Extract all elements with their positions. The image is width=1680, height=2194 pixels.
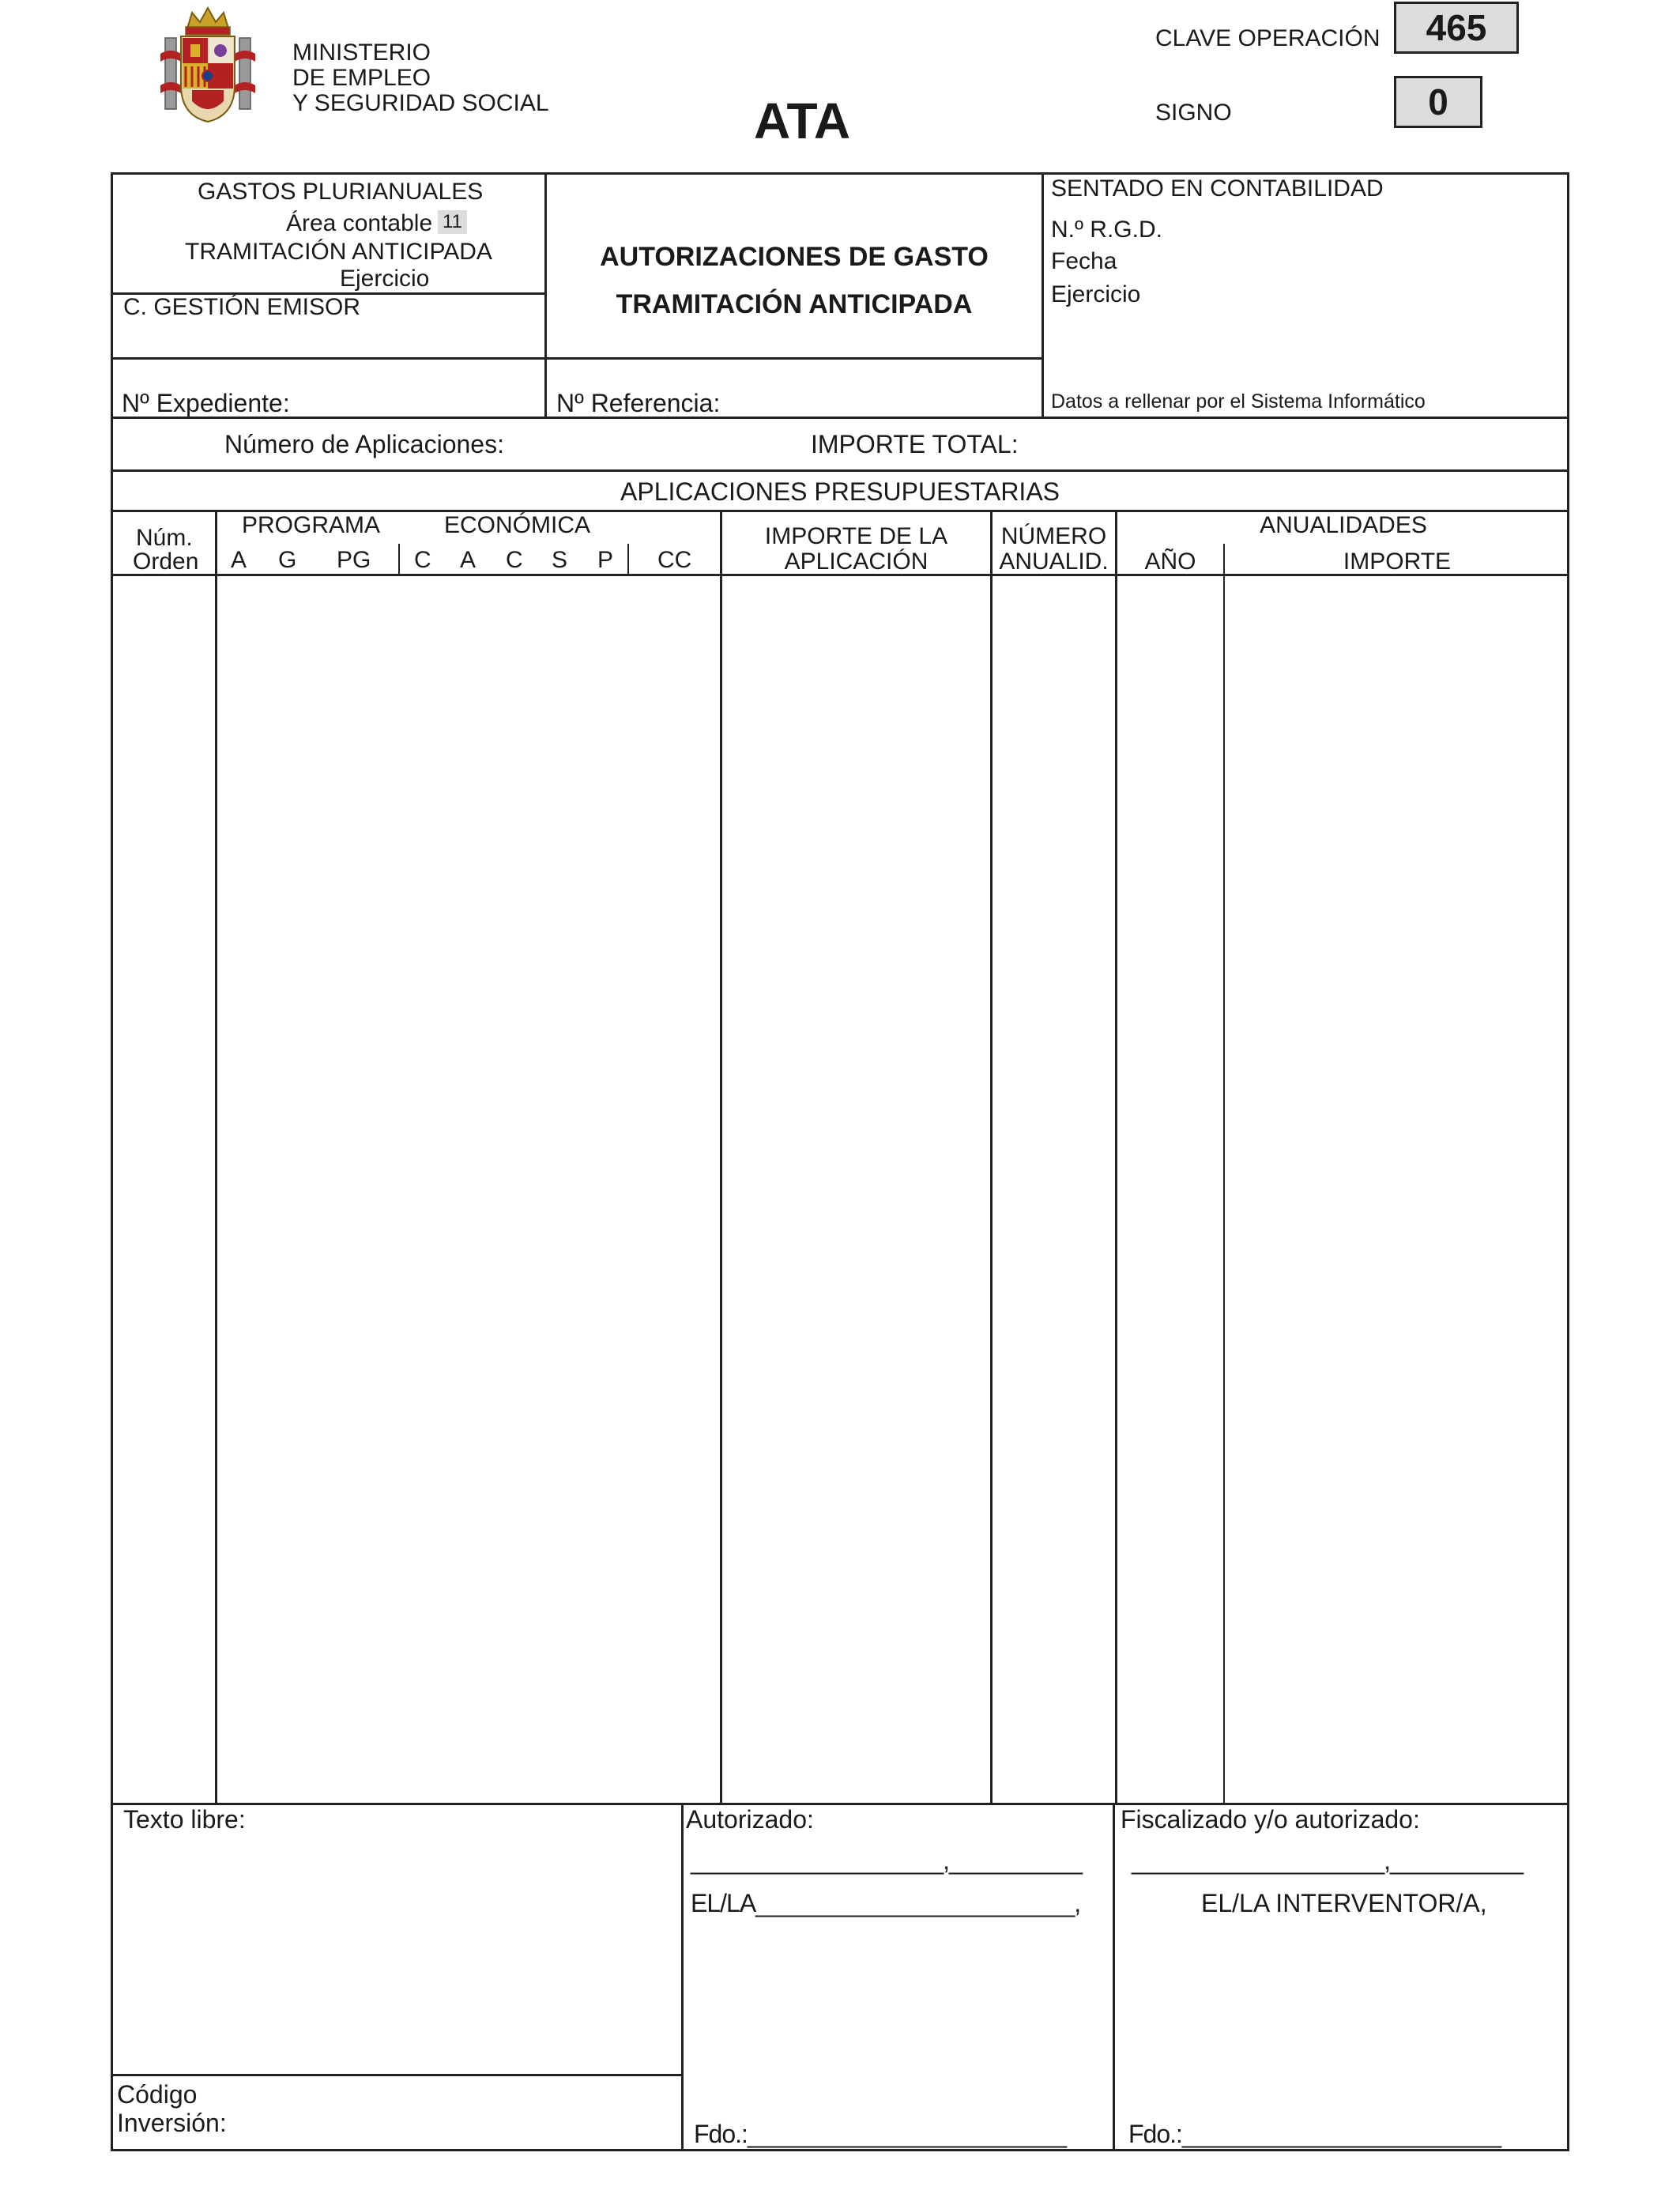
fiscalizado-label: Fiscalizado y/o autorizado: [1121,1805,1420,1834]
col-g-header: G [278,547,297,573]
column-divider [215,510,217,1805]
importe-aplicacion-header-1: IMPORTE DE LA [764,523,948,549]
ministry-name-line2: DE EMPLEO [292,65,431,91]
table-title: APLICACIONES PRESUPUESTARIAS [620,477,1060,506]
tramitacion-label: TRAMITACIÓN ANTICIPADA [185,239,492,265]
expediente-field[interactable]: Nº Expediente: [122,389,290,417]
economica-header: ECONÓMICA [444,512,591,538]
autorizado-role-line[interactable]: EL/LA________________________, [691,1889,1081,1917]
col-a2-header: A [460,547,477,573]
subcolumn-divider [398,544,400,574]
area-contable-value: 11 [438,210,467,234]
column-divider [720,510,722,1805]
num-header: Núm. [136,525,193,551]
column-divider [1223,544,1225,1805]
col-p-header: P [597,547,614,573]
coat-of-arms-logo [160,6,255,123]
coat-of-arms-icon [160,6,255,123]
sentado-label: SENTADO EN CONTABILIDAD [1051,175,1384,202]
ano-header: AÑO [1144,548,1196,575]
divider [111,357,1044,360]
autorizado-place-date-line[interactable]: ___________________,__________ [691,1846,1082,1875]
column-divider [990,510,993,1805]
col-c-header: C [414,547,431,573]
signo-value: 0 [1394,76,1482,128]
subcolumn-divider [627,544,629,574]
numero-anualidades-header-1: NÚMERO [1000,523,1107,549]
col-s-header: S [552,547,568,573]
anualidades-header: ANUALIDADES [1260,512,1427,538]
divider [1113,1803,1115,2151]
form-subtitle: TRAMITACIÓN ANTICIPADA [616,289,973,319]
autorizado-label: Autorizado: [686,1805,814,1834]
col-cc-header: CC [657,547,692,573]
area-contable-label: Área contable [286,210,433,236]
fiscalizado-signature-line[interactable]: Fdo.:________________________ [1128,2120,1501,2148]
orden-header: Orden [133,548,199,575]
divider [111,2074,684,2076]
interventor-label: EL/LA INTERVENTOR/A, [1201,1889,1487,1917]
clave-operacion-value: 465 [1394,2,1519,54]
ministry-name-line3: Y SEGURIDAD SOCIAL [292,90,549,116]
autorizado-signature-line[interactable]: Fdo.:________________________ [694,2120,1067,2148]
ejercicio-left-label: Ejercicio [340,266,430,292]
referencia-field[interactable]: Nº Referencia: [556,389,721,417]
ejercicio-right-label: Ejercicio [1051,281,1141,307]
texto-libre-field[interactable]: Texto libre: [123,1805,246,1834]
col-pg-header: PG [337,547,371,573]
divider [1042,172,1044,419]
col-c2-header: C [506,547,523,573]
numero-anualidades-header-2: ANUALID. [999,548,1109,575]
inversion-label: Inversión: [117,2109,227,2137]
fecha-label: Fecha [1051,248,1117,274]
codigo-label: Código [117,2080,198,2109]
gastos-plurianuales-label: GASTOS PLURIANUALES [198,179,484,205]
document-code: ATA [754,92,851,149]
programa-header: PROGRAMA [242,512,381,538]
gestion-emisor-label: C. GESTIÓN EMISOR [123,294,361,320]
sistema-informatico-note: Datos a rellenar por el Sistema Informático [1051,390,1426,413]
num-aplicaciones-field[interactable]: Número de Aplicaciones: [224,430,504,458]
column-divider [1115,510,1117,1805]
clave-operacion-label: CLAVE OPERACIÓN [1155,25,1381,51]
importe-anualidad-header: IMPORTE [1343,548,1452,575]
signo-label: SIGNO [1155,100,1232,126]
aplicaciones-table [111,469,1569,1805]
rgd-label: N.º R.G.D. [1051,217,1162,243]
importe-total-field[interactable]: IMPORTE TOTAL: [811,430,1019,458]
ministry-name-line1: MINISTERIO [292,40,431,66]
form-title: AUTORIZACIONES DE GASTO [600,242,989,272]
importe-aplicacion-header-2: APLICACIÓN [784,548,929,575]
divider [681,1803,684,2151]
fiscalizado-place-date-line[interactable]: ___________________,__________ [1132,1846,1523,1875]
col-a-header: A [231,547,247,573]
